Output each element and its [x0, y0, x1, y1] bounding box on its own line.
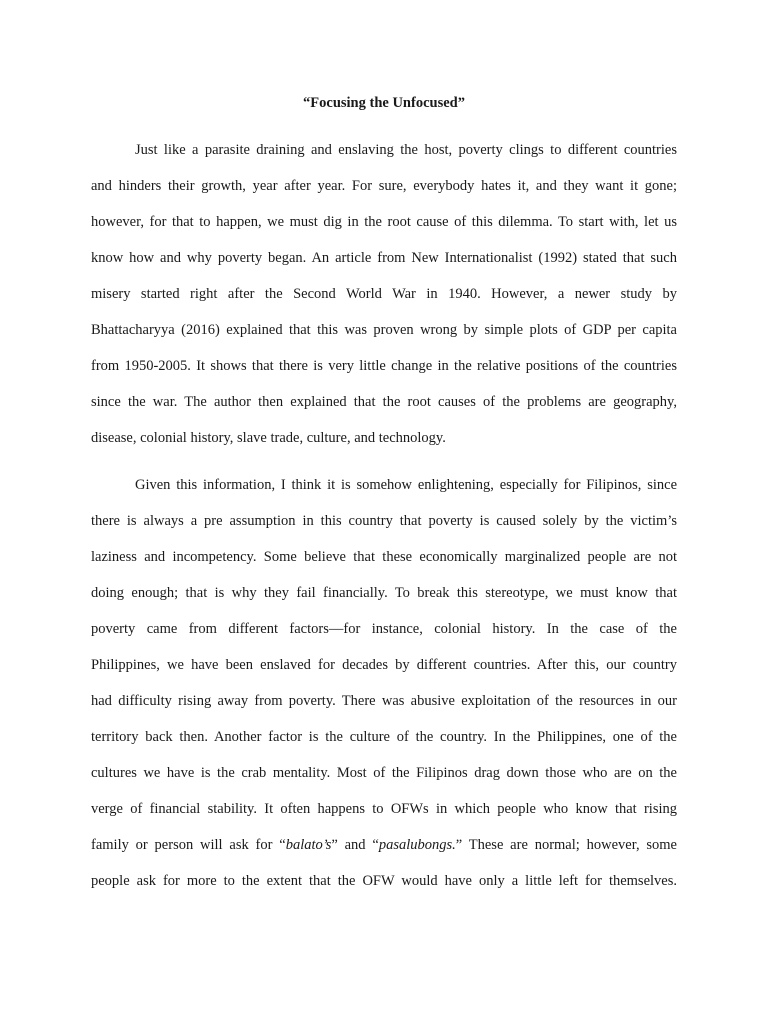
paragraph-line: and hinders their growth, year after year. For sure, everybody hates it, and they want it gone;	[91, 178, 677, 194]
paragraph-1	[91, 141, 677, 465]
paragraph-line: territory back then. Another factor is the culture of the country. In the Philippines, one of the	[91, 729, 677, 745]
paragraph-line: Bhattacharyya (2016) explained that this was proven wrong by simple plots of GDP per capita	[91, 322, 677, 338]
paragraph-line: had difficulty rising away from poverty. There was abusive exploitation of the resources in our	[91, 693, 677, 709]
paragraph-line: know how and why poverty began. An article from New Internationalist (1992) stated that such	[91, 250, 677, 266]
paragraph-line: from 1950-2005. It shows that there is very little change in the relative positions of the countries	[91, 358, 677, 374]
text-segment: ” These are normal; however, some	[455, 837, 677, 853]
italic-term: pasalubongs.	[378, 837, 456, 853]
paragraph-line: disease, colonial history, slave trade, culture, and technology.	[91, 430, 446, 446]
paragraph-line: since the war. The author then explained that the root causes of the problems are geography,	[91, 394, 677, 410]
text-segment: family or person will ask for “	[91, 837, 286, 853]
paragraph-line: people ask for more to the extent that the OFW would have only a little left for themselves.	[91, 873, 677, 889]
paragraph-line: there is always a pre assumption in this country that poverty is caused solely by the victim’s	[91, 513, 677, 529]
paragraph-2	[91, 476, 677, 908]
paragraph-line: Just like a parasite draining and enslaving the host, poverty clings to different countries	[135, 142, 677, 158]
document-title: “Focusing the Unfocused”	[303, 95, 465, 111]
paragraph-line: poverty came from different factors—for instance, colonial history. In the case of the	[91, 621, 677, 637]
paragraph-line-italic	[91, 836, 677, 872]
paragraph-line: doing enough; that is why they fail financially. To break this stereotype, we must know that	[91, 585, 677, 601]
paragraph-line: verge of financial stability. It often happens to OFWs in which people who know that rising	[91, 801, 677, 817]
paragraph-line: Philippines, we have been enslaved for decades by different countries. After this, our country	[91, 657, 677, 673]
italic-term: balato’s	[285, 837, 332, 853]
paragraph-line: however, for that to happen, we must dig in the root cause of this dilemma. To start with, let us	[91, 214, 677, 230]
text-segment: ” and “	[331, 837, 379, 853]
paragraph-line: misery started right after the Second World War in 1940. However, a newer study by	[91, 286, 677, 302]
paragraph-line: Given this information, I think it is somehow enlightening, especially for Filipinos, since	[135, 477, 677, 493]
paragraph-line: cultures we have is the crab mentality. Most of the Filipinos drag down those who are on the	[91, 765, 677, 781]
paragraph-line: laziness and incompetency. Some believe that these economically marginalized people are not	[91, 549, 677, 565]
